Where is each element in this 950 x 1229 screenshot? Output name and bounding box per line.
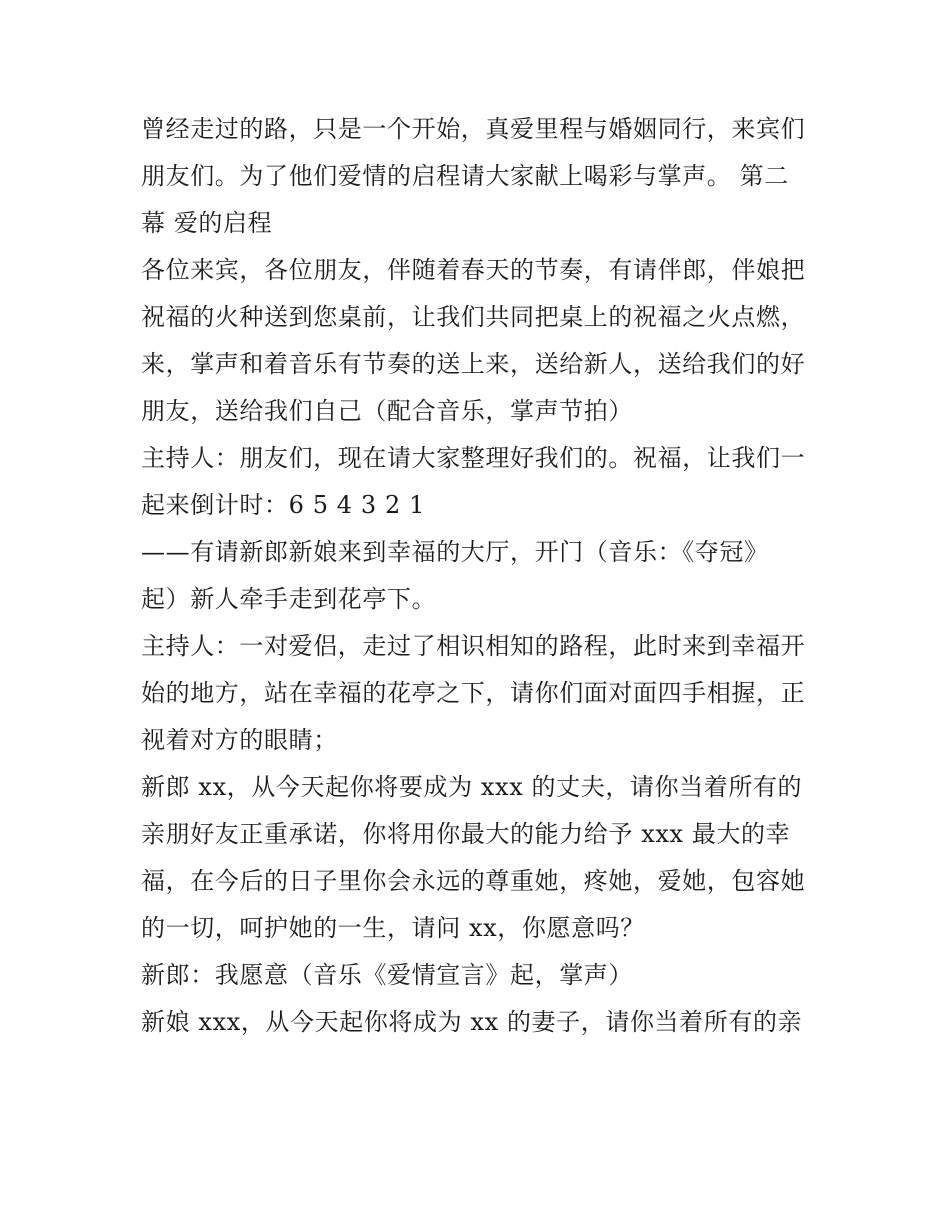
text-line: 祝福的火种送到您桌前，让我们共同把桌上的祝福之火点燃， <box>141 303 806 331</box>
document-body <box>141 106 821 1046</box>
text-line: 福，在今后的日子里你会永远的尊重她，疼她，爱她，包容她 <box>141 867 806 895</box>
text-line: 曾经走过的路，只是一个开始，真爱里程与婚姻同行，来宾们 <box>141 115 806 143</box>
text-line: ——有请新郎新娘来到幸福的大厅，开门（音乐：《夺冠》 <box>141 538 769 566</box>
text-line: 幕 爱的启程 <box>141 209 273 237</box>
text-line: 来，掌声和着音乐有节奏的送上来，送给新人，送给我们的好 <box>141 350 806 378</box>
text-line: 新郎 xx，从今天起你将要成为 xxx 的丈夫，请你当着所有的 <box>141 773 803 801</box>
text-line: 起）新人牵手走到花亭下。 <box>141 585 437 613</box>
text-line: 主持人：一对爱侣，走过了相识相知的路程，此时来到幸福开 <box>141 632 806 660</box>
text-line: 新郎：我愿意（音乐《爱情宣言》起，掌声） <box>141 961 633 989</box>
text-line: 新娘 xxx，从今天起你将成为 xx 的妻子，请你当着所有的亲 <box>141 1008 803 1036</box>
text-line: 朋友们。为了他们爱情的启程请大家献上喝彩与掌声。 第二 <box>141 162 789 190</box>
text-line: 的一切，呵护她的一生，请问 xx，你愿意吗？ <box>141 914 645 942</box>
text-line: 各位来宾，各位朋友，伴随着春天的节奏，有请伴郎，伴娘把 <box>141 256 806 284</box>
text-line: 起来倒计时：6 5 4 3 2 1 <box>141 491 425 519</box>
text-line: 主持人：朋友们，现在请大家整理好我们的。祝福，让我们一 <box>141 444 806 472</box>
text-line: 朋友，送给我们自己（配合音乐，掌声节拍） <box>141 397 633 425</box>
text-line: 视着对方的眼睛； <box>141 726 338 754</box>
text-line: 始的地方，站在幸福的花亭之下，请你们面对面四手相握，正 <box>141 679 806 707</box>
text-line: 亲朋好友正重承诺，你将用你最大的能力给予 xxx 最大的幸 <box>141 820 791 848</box>
